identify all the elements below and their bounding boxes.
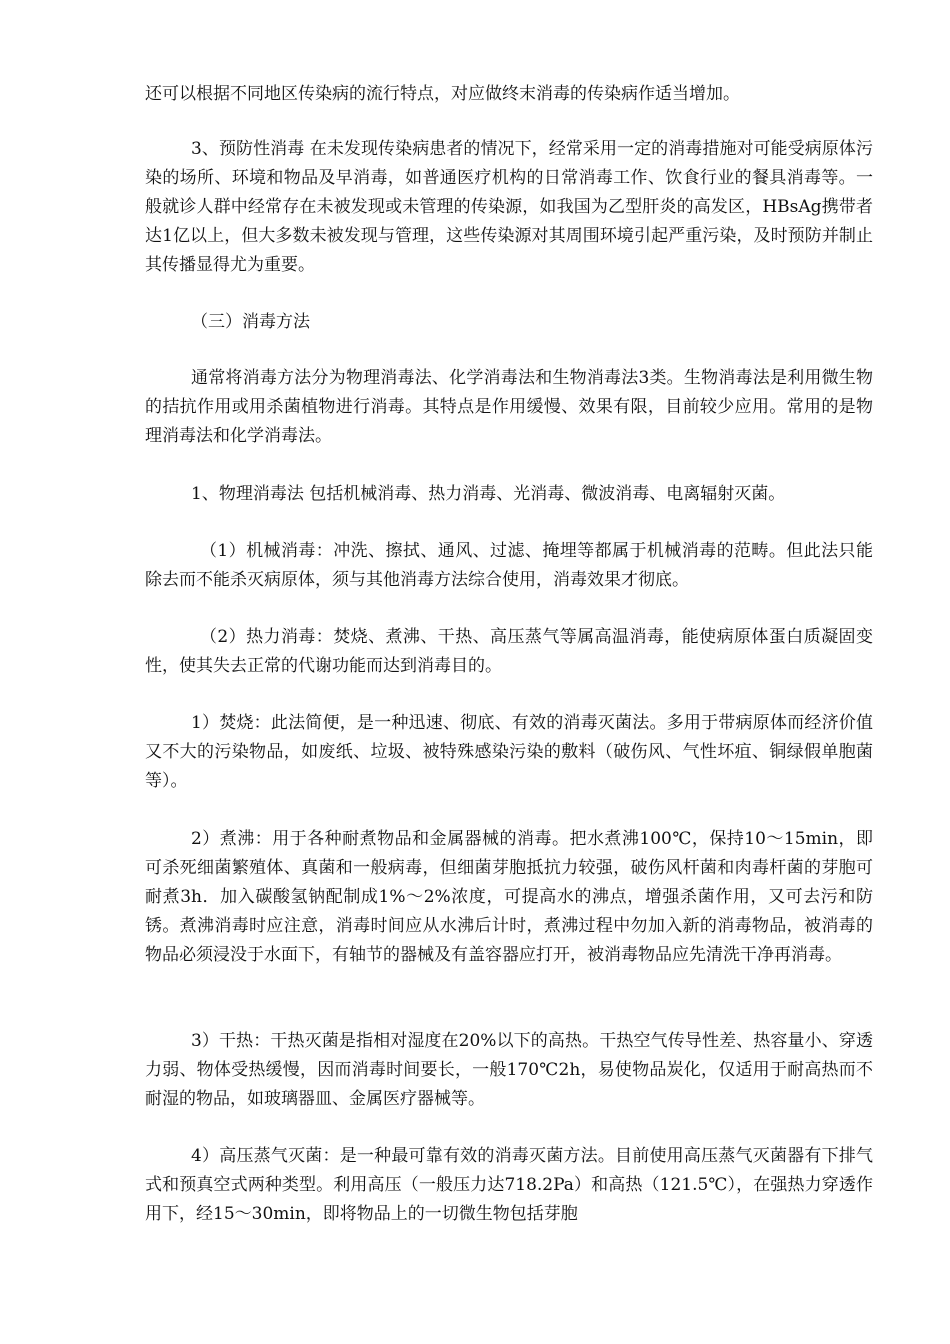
paragraph-mechanical-disinfection: （1）机械消毒：冲洗、擦拭、通风、过滤、掩埋等都属于机械消毒的范畴。但此法只能除去而不能杀灭病原体，须与其他消毒方法综合使用，消毒效果才彻底。	[145, 541, 873, 590]
paragraph-preventive-disinfection: 3、预防性消毒 在未发现传染病患者的情况下，经常采用一定的消毒措施对可能受病原体污染的场所、环境和物品及早消毒，如普通医疗机构的日常消毒工作、饮食行业的餐具消毒等。一般就诊人群中经常存在未被发现或未管理的传染源，如我国为乙型肝炎的高发区，HBsAg携带者达1亿以上，但大多数未被发现与管理，这些传染源对其周围环境引起严重污染，及时预防并制止其传播显得尤为重要。	[145, 139, 873, 275]
paragraph-incineration: 1）焚烧：此法简便，是一种迅速、彻底、有效的消毒灭菌法。多用于带病原体而经济价值又不大的污染物品，如废纸、垃圾、被特殊感染污染的敷料（破伤风、气性坏疽、铜绿假单胞菌等）。	[145, 713, 873, 791]
paragraph-autoclave: 4）高压蒸气灭菌：是一种最可靠有效的消毒灭菌方法。目前使用高压蒸气灭菌器有下排气式和预真空式两种类型。利用高压（一般压力达718.2Pa）和高热（121.5℃），在强热力穿透作用下，经15～30min，即将物品上的一切微生物包括芽胞	[145, 1146, 873, 1224]
paragraph-dry-heat: 3）干热：干热灭菌是指相对湿度在20%以下的高热。干热空气传导性差、热容量小、穿透力弱、物体受热缓慢，因而消毒时间要长，一般170℃2h，易使物品炭化，仅适用于耐高热而不耐湿的物品，如玻璃器皿、金属医疗器械等。	[145, 1031, 873, 1109]
paragraph-boiling: 2）煮沸：用于各种耐煮物品和金属器械的消毒。把水煮沸100℃，保持10～15min，即可杀死细菌繁殖体、真菌和一般病毒，但细菌芽胞抵抗力较强，破伤风杆菌和肉毒杆菌的芽胞可耐煮3h．加入碳酸氢钠配制成1%～2%浓度，可提高水的沸点，增强杀菌作用，又可去污和防锈。煮沸消毒时应注意，消毒时间应从水沸后计时，煮沸过程中勿加入新的消毒物品，被消毒的物品必须浸没于水面下，有轴节的器械及有盖容器应打开，被消毒物品应先清洗干净再消毒。	[145, 829, 873, 965]
paragraph-method-categories: 通常将消毒方法分为物理消毒法、化学消毒法和生物消毒法3类。生物消毒法是利用微生物的拮抗作用或用杀菌植物进行消毒。其特点是作用缓慢、效果有限，目前较少应用。常用的是物理消毒法和化学消毒法。	[145, 368, 873, 446]
paragraph-terminal-disinfection-note: 还可以根据不同地区传染病的流行特点，对应做终末消毒的传染病作适当增加。	[145, 84, 740, 104]
paragraph-physical-disinfection: 1、物理消毒法 包括机械消毒、热力消毒、光消毒、微波消毒、电离辐射灭菌。	[191, 484, 786, 504]
paragraph-heat-disinfection: （2）热力消毒：焚烧、煮沸、干热、高压蒸气等属高温消毒，能使病原体蛋白质凝固变性，使其失去正常的代谢功能而达到消毒目的。	[145, 627, 873, 676]
section-heading-disinfection-methods: （三）消毒方法	[191, 312, 310, 332]
